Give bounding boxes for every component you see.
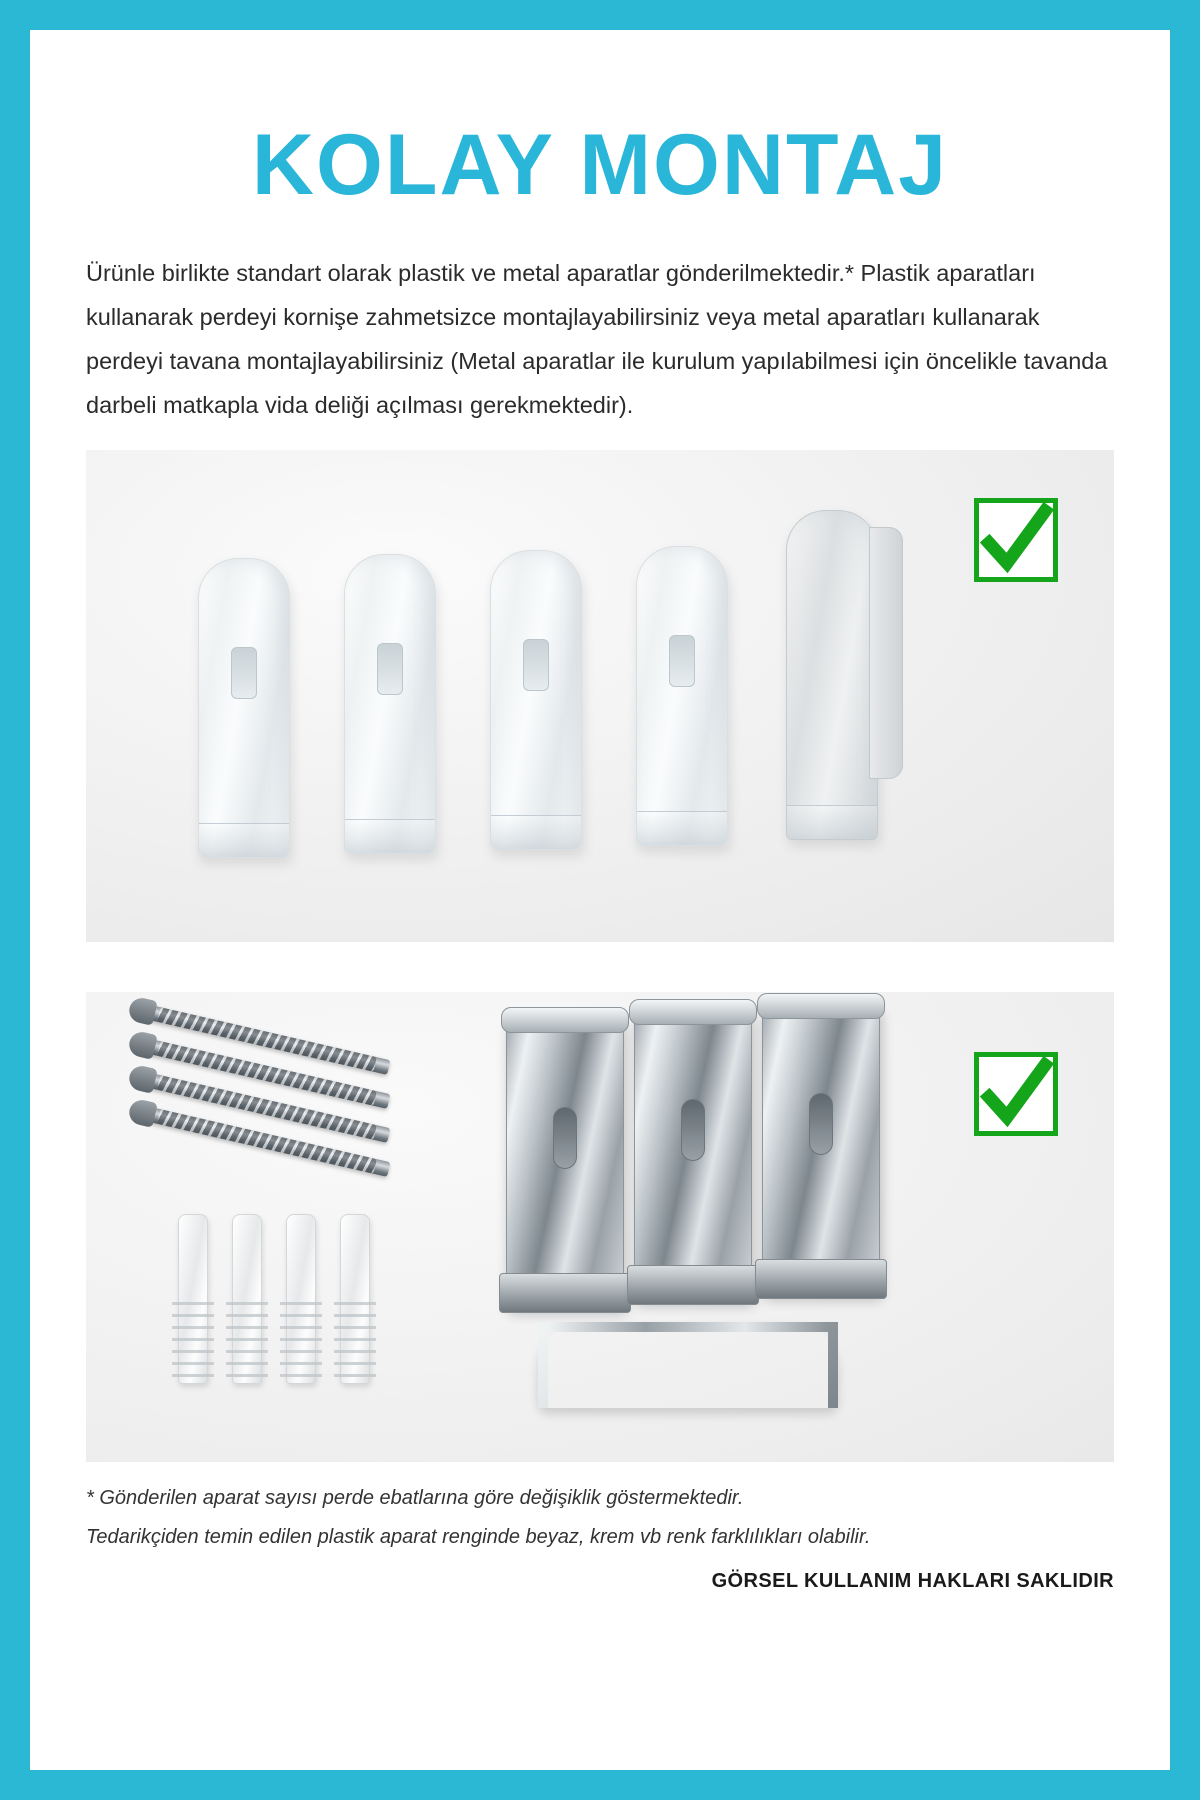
clip-foot bbox=[627, 1265, 759, 1305]
bracket-slot bbox=[669, 635, 695, 687]
clip-top bbox=[757, 993, 885, 1019]
plug-fins bbox=[280, 1293, 322, 1377]
clip-foot bbox=[499, 1273, 631, 1313]
plastic-bracket bbox=[490, 550, 582, 850]
plastic-parts-photo bbox=[86, 450, 1114, 942]
bracket-slot bbox=[523, 639, 549, 691]
clip-slot bbox=[681, 1099, 705, 1161]
check-icon bbox=[974, 1052, 1058, 1136]
screw-head bbox=[127, 1097, 158, 1127]
content-sheet bbox=[30, 30, 1170, 1770]
clip-slot bbox=[553, 1107, 577, 1169]
wall-plug bbox=[232, 1214, 262, 1384]
screw bbox=[144, 1072, 391, 1143]
clip-slot bbox=[809, 1093, 833, 1155]
clip-top bbox=[629, 999, 757, 1025]
metal-clip bbox=[506, 1018, 624, 1308]
footnote-2: Tedarikçiden temin edilen plastik aparat renginde beyaz, krem vb renk farklılıkları olabilir. bbox=[86, 1525, 871, 1548]
plug-fins bbox=[172, 1293, 214, 1377]
bracket-lip bbox=[787, 805, 877, 839]
metal-clip bbox=[634, 1010, 752, 1300]
wall-plug bbox=[178, 1214, 208, 1384]
clip-foot bbox=[755, 1259, 887, 1299]
copyright-notice: GÖRSEL KULLANIM HAKLARI SAKLIDIR bbox=[711, 1569, 1114, 1592]
screw bbox=[144, 1038, 391, 1109]
screw bbox=[144, 1106, 391, 1177]
intro-paragraph: Ürünle birlikte standart olarak plastik ve metal aparatlar gönderilmektedir.* Plastik aparatları kullanarak perdeyi kornişe zahmetsizce montajlayabilirsiniz veya metal aparatları kullanarak perdeyi tavana montajlayabilirsiniz (Metal aparatlar ile kurulum yapılabilmesi için öncelikle tavanda darbeli matkapla vida deliği açılması gerekmektedir). bbox=[86, 260, 1108, 418]
wall-plug bbox=[286, 1214, 316, 1384]
bracket-lip bbox=[491, 815, 581, 849]
wall-plug bbox=[340, 1214, 370, 1384]
bracket-lip bbox=[345, 819, 435, 853]
bracket-slot bbox=[231, 647, 257, 699]
plastic-end-cap bbox=[786, 510, 878, 840]
screw bbox=[144, 1004, 391, 1075]
screw-head bbox=[127, 995, 158, 1025]
screw-head bbox=[127, 1029, 158, 1059]
bracket-lip bbox=[199, 823, 289, 857]
footnote-1: * Gönderilen aparat sayısı perde ebatlarına göre değişiklik göstermektedir. bbox=[86, 1486, 744, 1509]
plug-fins bbox=[226, 1293, 268, 1377]
clip-top bbox=[501, 1007, 629, 1033]
bracket-slot bbox=[377, 643, 403, 695]
plastic-bracket bbox=[198, 558, 290, 858]
screw-head bbox=[127, 1063, 158, 1093]
check-icon bbox=[974, 498, 1058, 582]
plastic-bracket bbox=[636, 546, 728, 846]
bracket-lip bbox=[637, 811, 727, 845]
metal-parts-photo bbox=[86, 992, 1114, 1462]
metal-clip bbox=[762, 1004, 880, 1294]
plug-fins bbox=[334, 1293, 376, 1377]
end-cap-hook bbox=[869, 527, 903, 779]
plastic-bracket bbox=[344, 554, 436, 854]
metal-bar bbox=[538, 1322, 838, 1408]
page-title: KOLAY MONTAJ bbox=[251, 117, 949, 213]
